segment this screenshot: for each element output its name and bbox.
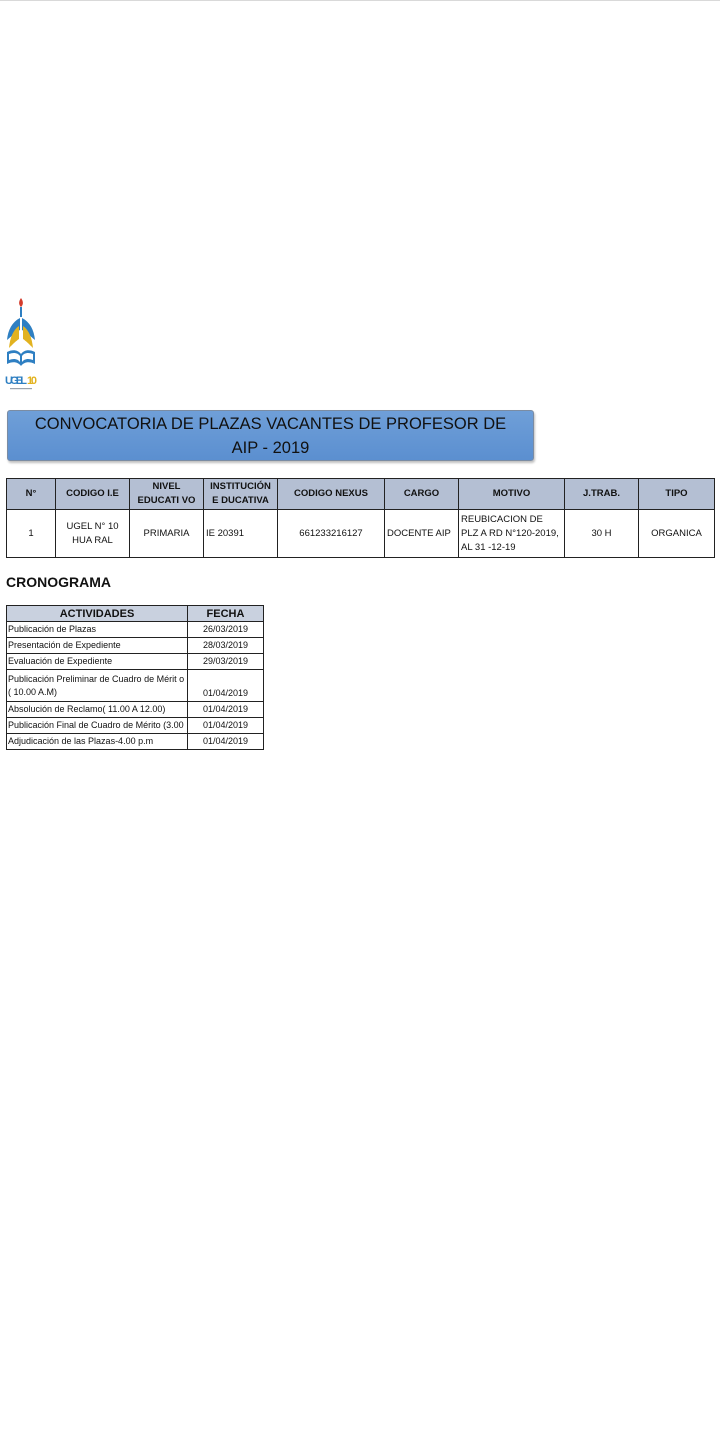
cell-cargo: DOCENTE AIP [385, 510, 459, 558]
svg-text:10: 10 [27, 375, 37, 387]
header-tipo: TIPO [639, 479, 715, 510]
cronograma-row [7, 638, 264, 654]
cell-codigo-nexus: 661233216127 [278, 510, 385, 558]
activity-label: Publicación Final de Cuadro de Mérito (3.00 [7, 718, 188, 734]
cell-codigo-ie: UGEL N° 10 HUA RAL [56, 510, 130, 558]
cronograma-table [6, 605, 264, 750]
header-nivel-educativo: NIVEL EDUCATI VO [130, 479, 204, 510]
activity-label: Presentación de Expediente [7, 638, 188, 654]
activity-date: 29/03/2019 [188, 654, 264, 670]
cronograma-row [7, 654, 264, 670]
activity-label: Absolución de Reclamo( 11.00 A 12.00) [7, 702, 188, 718]
vacancies-table [6, 478, 715, 558]
activity-date: 28/03/2019 [188, 638, 264, 654]
cell-institucion-educativa: IE 20391 [204, 510, 278, 558]
activity-date: 01/04/2019 [188, 702, 264, 718]
activity-label: Publicación de Plazas [7, 622, 188, 638]
top-divider [0, 0, 720, 1]
header-cargo: CARGO [385, 479, 459, 510]
table-header-row [7, 479, 715, 510]
cronograma-row [7, 622, 264, 638]
activity-label: Publicación Preliminar de Cuadro de Mérit o ( 10.00 A.M) [7, 670, 188, 702]
cronograma-row [7, 734, 264, 750]
page-title: CONVOCATORIA DE PLAZAS VACANTES DE PROFESOR DE AIP - 2019 [34, 414, 507, 457]
activity-date: 26/03/2019 [188, 622, 264, 638]
header-institucion-educativa: INSTITUCIÓN E DUCATIVA [204, 479, 278, 510]
header-motivo: MOTIVO [459, 479, 565, 510]
activity-date: 01/04/2019 [188, 718, 264, 734]
header-fecha: FECHA [188, 606, 264, 622]
header-actividades: ACTIVIDADES [7, 606, 188, 622]
cronograma-row [7, 718, 264, 734]
header-codigo-nexus: CODIGO NEXUS [278, 479, 385, 510]
header-numero: N° [7, 479, 56, 510]
cell-numero: 1 [7, 510, 56, 558]
cronograma-header-row [7, 606, 264, 622]
cell-jornada: 30 H [565, 510, 639, 558]
activity-label: Evaluación de Expediente [7, 654, 188, 670]
cell-tipo: ORGANICA [639, 510, 715, 558]
cronograma-heading: CRONOGRAMA [6, 574, 111, 590]
cell-motivo: REUBICACION DE PLZ A RD N°120-2019, AL 31 -12-19 [459, 510, 565, 558]
ugel-logo-icon [4, 296, 38, 394]
cronograma-row [7, 670, 264, 702]
title-banner [7, 410, 534, 461]
activity-label: Adjudicación de las Plazas-4.00 p.m [7, 734, 188, 750]
svg-text:UGEL: UGEL [5, 375, 27, 387]
header-jornada: J.TRAB. [565, 479, 639, 510]
cell-nivel-educativo: PRIMARIA [130, 510, 204, 558]
table-row [7, 510, 715, 558]
activity-date: 01/04/2019 [188, 670, 264, 702]
activity-date: 01/04/2019 [188, 734, 264, 750]
cronograma-row [7, 702, 264, 718]
header-codigo-ie: CODIGO I.E [56, 479, 130, 510]
